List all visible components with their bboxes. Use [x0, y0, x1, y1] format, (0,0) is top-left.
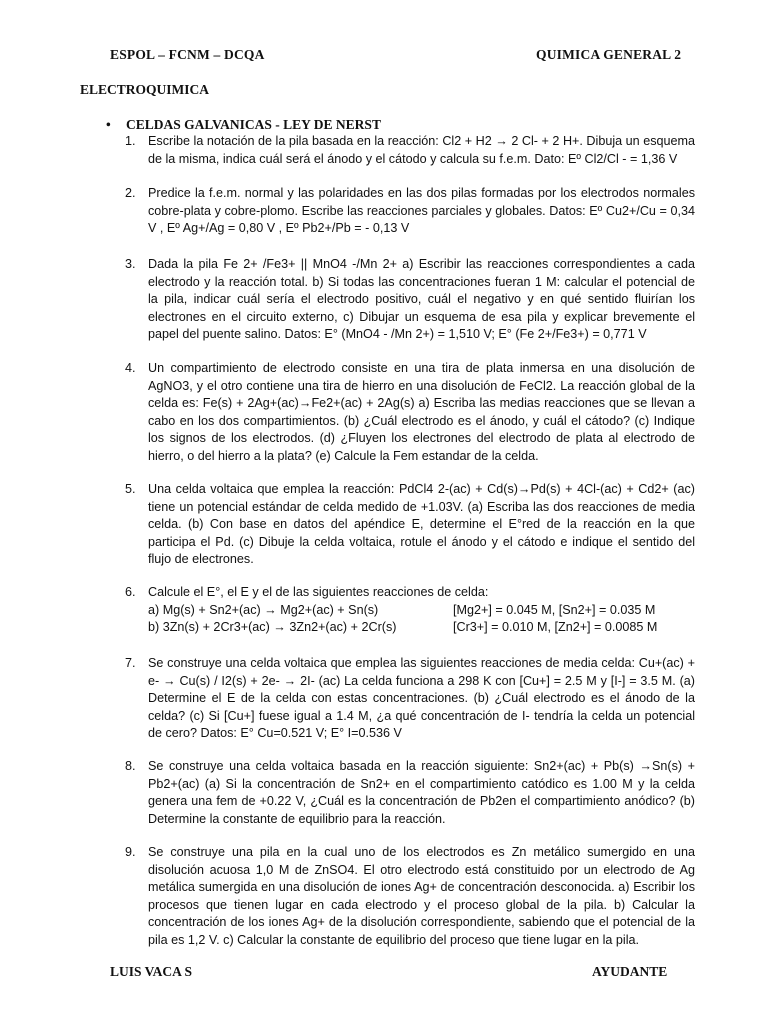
exercise-item-6: [125, 584, 695, 637]
footer-author: LUIS VACA S: [110, 964, 193, 979]
exercise-number: 9.: [125, 845, 136, 859]
exercise-number: 2.: [125, 186, 136, 200]
exercise-number: 4.: [125, 361, 136, 375]
exercise-text: Se construye una pila en la cual uno de los electrodos es Zn metálico sumergido en una disolución acuosa 1,0 M de ZnSO4. El otro electrodo está constituido por un electrodo de Ag metálica sumergida en una disolución de iones Ag+ de concentración desconocida. a) Escribir los procesos que tienen lugar en cada electrodo y el proceso global de la pila. b) Calcular la concentración de los iones Ag+ de la disolución correspondiente, sabiendo que el potencial de la pila es 1,2 V. c) Calcular la constante de equilibrio del proceso que tiene lugar en la pila.: [148, 845, 695, 947]
exercise-number: 8.: [125, 759, 136, 773]
exercise-number: 1.: [125, 134, 136, 148]
exercise-item-5: [125, 481, 695, 569]
reaction-equation: b) 3Zn(s) + 2Cr3+(ac) → 3Zn2+(ac) + 2Cr(s): [148, 620, 397, 635]
reaction-concentrations: [Mg2+] = 0.045 M, [Sn2+] = 0.035 M: [453, 602, 656, 617]
exercise-number: 7.: [125, 656, 136, 670]
exercise-item-7: [125, 655, 695, 743]
reaction-equation: a) Mg(s) + Sn2+(ac) → Mg2+(ac) + Sn(s): [148, 602, 379, 617]
section-label: CELDAS GALVANICAS - LEY DE NERST: [126, 117, 381, 132]
footer-role: AYUDANTE: [592, 964, 668, 979]
reaction-concentrations: [Cr3+] = 0.010 M, [Zn2+] = 0.0085 M: [453, 620, 658, 635]
exercise-number: 6.: [125, 585, 136, 599]
reaction-row: [148, 619, 695, 637]
page-title: ELECTROQUIMICA: [80, 82, 210, 97]
exercise-item-1: [125, 133, 695, 168]
exercise-number: 3.: [125, 257, 136, 271]
exercise-text: Una celda voltaica que emplea la reacción: PdCl4 2-(ac) + Cd(s)→Pd(s) + 4Cl-(ac) + Cd2+ (ac) tiene un potencial estándar de celda medido de +1.03V. (a) Escriba las dos reacciones de media celda. (b) Con base en datos del apéndice E, determine el E°red de la reacción en la que participa el Pd. (c) Dibuje la celda voltaica, rotule el ánodo y el cátodo e indique el sentido del flujo de electrones.: [148, 482, 695, 567]
exercise-item-3: [125, 256, 695, 344]
exercise-number: 5.: [125, 482, 136, 496]
exercise-item-9: [125, 844, 695, 950]
exercise-text: Predice la f.e.m. normal y las polaridades en las dos pilas formadas por los electrodos normales cobre-plata y cobre-plomo. Escribe las reacciones parciales y globales. Datos: Eº Cu2+/Cu = 0,34 V , Eº Ag+/Ag = 0,80 V , Eº Pb2+/Pb = - 0,13 V: [148, 186, 695, 236]
exercise-text: Un compartimiento de electrodo consiste en una tira de plata inmersa en una disolución de AgNO3, y el otro contiene una tira de hierro en una disolución de FeCl2. La reacción global de la celda es: Fe(s) + 2Ag+(ac)→Fe2+(ac) + 2Ag(s) a) Escriba las medias reacciones que se llevan a cabo en los dos compartimientos. (b) ¿Cuál electrodo es el ánodo, y cuál el cátodo? (c) Indique los signos de los electrodos. (d) ¿Fluyen los electrones del electrodo de plata al electrodo de hierro, o del hierro a la plata? (e) Calcule la Fem estandar de la celda.: [148, 361, 695, 463]
exercise-item-2: [125, 185, 695, 238]
exercise-text: Dada la pila Fe 2+ /Fe3+ || MnO4 -/Mn 2+ a) Escribir las reacciones correspondientes a cada electrodo y la reacción total. b) Si todas las concentraciones fueran 1 M: calcular el potencial de la pila, indicar cuál sería el electrodo positivo, cuál el negativo y en qué sentido fluirían los electrones en el circuito externo, c) Dibujar un esquema de esa pila y explicar brevemente el papel del puente salino. Datos: E° (MnO4 - /Mn 2+) = 1,510 V; E° (Fe 2+/Fe3+) = 0,771 V: [148, 257, 695, 342]
exercise-text: Se construye una celda voltaica que emplea las siguientes reacciones de media celda: Cu+(ac) + e- → Cu(s) / I2(s) + 2e- → 2I- (ac) La celda funciona a 298 K con [Cu+] = 2.5 M y [I-] = 3.5 M. (a) Determine el E de la celda con estas concentraciones. (b) ¿Cuál electrodo es el ánodo de la celda? (c) Si [Cu+] fuese igual a 1.4 M, ¿a qué concentración de I- tendría la celda un potencial de cero? Datos: E° Cu=0.521 V; E° I=0.536 V: [148, 656, 695, 741]
header-course: QUIMICA GENERAL 2: [536, 47, 682, 62]
exercise-text: Se construye una celda voltaica basada en la reacción siguiente: Sn2+(ac) + Pb(s) →Sn(s) + Pb2+(ac) (a) Si la concentración de Sn2+ en el compartimiento catódico es 1.00 M y la celda genera una fem de +0.22 V, ¿Cuál es la concentración de Pb2en el compartimiento anódico? (b) Determine la constante de equilibrio para la reacción.: [148, 759, 695, 826]
exercise-item-8: [125, 758, 695, 828]
exercise-text: Escribe la notación de la pila basada en la reacción: Cl2 + H2 → 2 Cl- + 2 H+. Dibuja un esquema de la misma, indica cuál será el ánodo y el cátodo y calcula su f.e.m. Dato: Eº Cl2/Cl - = 1,36 V: [148, 134, 695, 166]
exercise-item-4: [125, 360, 695, 466]
bullet-icon: •: [106, 117, 111, 132]
reaction-row: [148, 602, 695, 620]
header-institution: ESPOL – FCNM – DCQA: [110, 47, 265, 62]
exercise-text: Calcule el E°, el E y el de las siguientes reacciones de celda:: [148, 585, 489, 599]
